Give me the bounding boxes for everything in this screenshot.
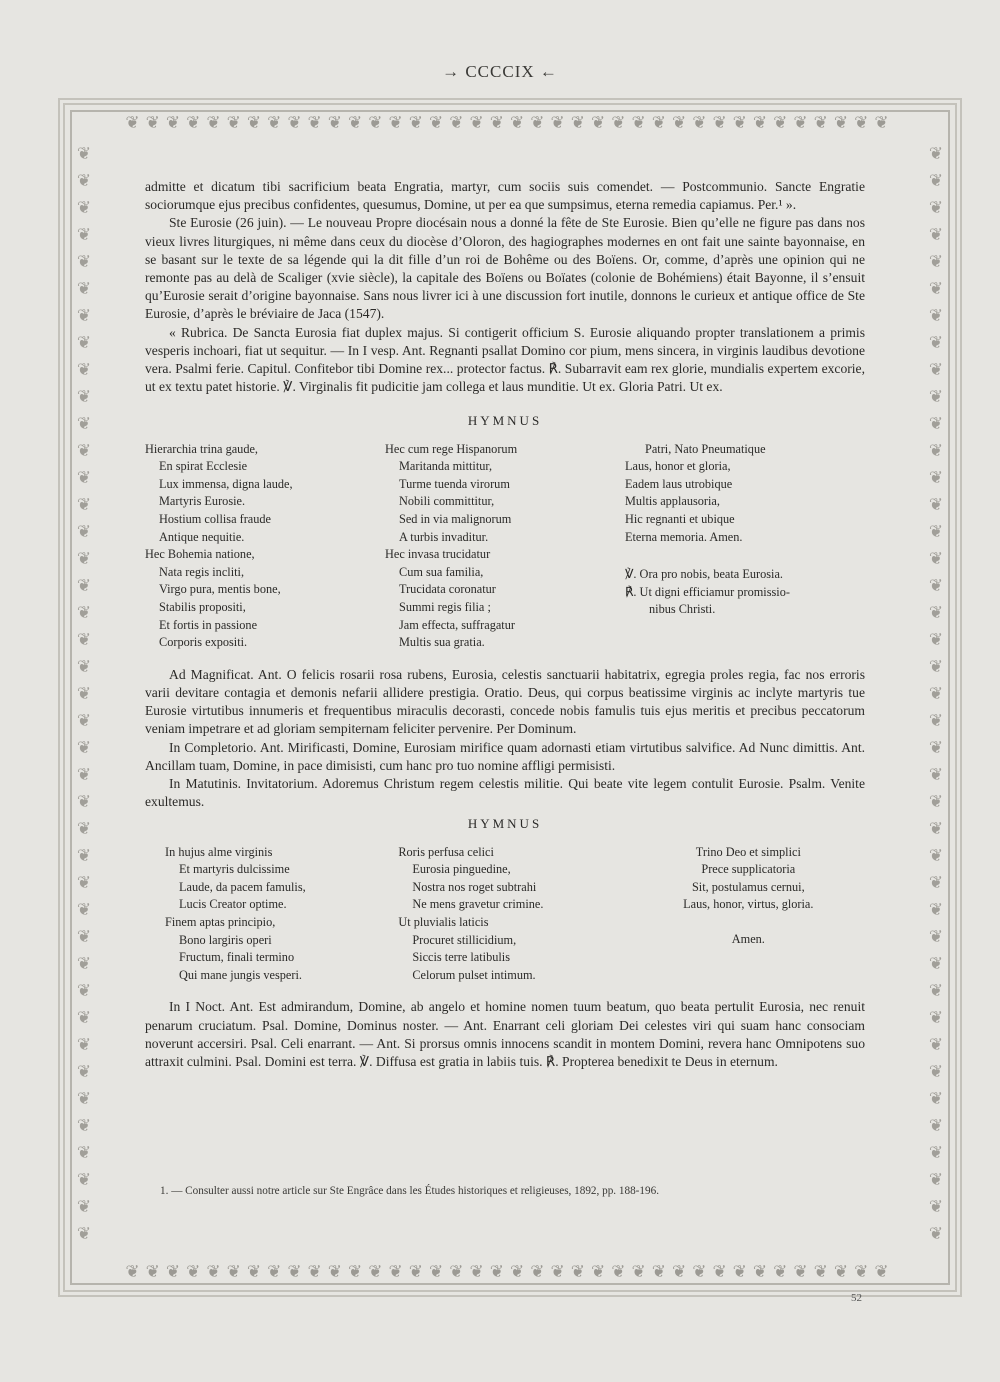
main-text	[145, 178, 865, 1071]
right-arrow-ornament: ←	[539, 62, 558, 81]
verse-line: Qui mane jungis vesperi.	[179, 967, 302, 982]
versicle-block	[625, 566, 865, 619]
verse-line: Sit, postulamus cernui,	[691, 879, 805, 894]
paragraph-7: In I Noct. Ant. Est admirandum, Domine, ab angelo et homine nomen tuum beatum, quo beata pertulit Eurosia, nec renuit penarum cruciatum. Psal. Domine, Dominus noster. — Ant. Enarrant celi gloriam Dei celestes viri qui suam hanc consociam noverunt accersiri. Psal. Celi enarrant. — Ant. Si prorsus omnis innocens scandit in montem Domini, revera hanc Omnipotens suo attraxit culmini. Psal. Domini est terra. ℣. Diffusa est gratia in labiis tuis. ℟. Propterea benedixit te Deus in eternum.	[145, 999, 865, 1069]
verse-line: Turme tuenda virorum	[399, 476, 510, 491]
bottom-ornament-border: ❦❦❦❦❦❦❦❦❦❦❦❦❦❦❦❦❦❦❦❦❦❦❦❦❦❦❦❦❦❦❦❦❦❦❦❦❦❦	[125, 1262, 895, 1281]
response-line: nibus Christi.	[649, 602, 716, 617]
verse-line: Siccis terre latibulis	[412, 950, 510, 965]
verse-line: Ne mens gravetur crimine.	[412, 897, 544, 912]
verse-line: Hec invasa trucidatur	[385, 547, 491, 562]
hymn-1-columns	[145, 441, 865, 652]
verse-line: Laude, da pacem famulis,	[179, 879, 306, 894]
verse-line: Nobili committitur,	[399, 494, 495, 509]
paragraph-2: Ste Eurosie (26 juin). — Le nouveau Propre diocésain nous a donné la fête de Ste Eurosie. Bien qu’elle ne figure pas dans nos vieux livres liturgiques, ni même dans ceux du diocèse d’Oloron, des hagiographes modernes en ont fait une sainte bayonnaise, en se basant sur le texte de sa légende qui la dit fille d’un roi de Bohême ou des Boïens. Or, comme, d’après une opinion qui ne remonte pas au delà de Scaliger (xvie siècle), la capitale des Boïens ou Boïates (colonie de Bohémiens) était Bayonne, il s’ensuit qu’Eurosie serait d’origine bayonnaise. Sans nous livrer ici à une discussion fort inutile, donnons le curieux et antique office de Ste Eurosie, d’après le bréviaire de Jaca (1547).	[145, 215, 865, 322]
page-header	[0, 62, 1000, 82]
verse-line: Ut pluvialis laticis	[398, 914, 489, 929]
verse-line: Multis applausoria,	[625, 494, 720, 509]
top-ornament-border: ❦❦❦❦❦❦❦❦❦❦❦❦❦❦❦❦❦❦❦❦❦❦❦❦❦❦❦❦❦❦❦❦❦❦❦❦❦❦	[125, 113, 895, 132]
page-roman-numeral: CCCCIX	[465, 62, 535, 81]
page-number: 52	[851, 1292, 862, 1304]
verse-line: Trucidata coronatur	[399, 582, 496, 597]
verse-line: Laus, honor et gloria,	[625, 459, 731, 474]
verse-line: Antique nequitie.	[159, 529, 245, 544]
verse-line: Corporis expositi.	[159, 635, 248, 650]
verse-line: Roris perfusa celici	[398, 844, 494, 859]
verse-line: Et martyris dulcissime	[179, 862, 290, 877]
verse-line: Hec cum rege Hispanorum	[385, 441, 518, 456]
verse-line: Stabilis propositi,	[159, 599, 246, 614]
verse-line: Nata regis incliti,	[159, 564, 245, 579]
hymn-2-col-3	[632, 844, 865, 985]
verse-line: Summi regis filia ;	[399, 599, 491, 614]
verse-line: Et fortis in passione	[159, 617, 258, 632]
paragraph-3: « Rubrica. De Sancta Eurosia fiat duplex majus. Si contigerit officium S. Eurosie aliquando propter translationem a primis vesperis inchoari, fiat ut sequitur. — In I vesp. Ant. Regnanti psallat Domino cor pium, mens sincera, in virginis laudibus devotione vera. Psalmi ferie. Capitul. Confitebor tibi Domine rex... protector factus. ℟. Subarravit eam rex glorie, mundialis expertem excorie, ut ex textu patet historie. ℣. Virginalis fit pudicitie jam collega et laus munditie. Ut ex. Gloria Patri. Ut ex.	[145, 324, 865, 395]
hymn-2-columns	[145, 844, 865, 985]
verse-line: Trino Deo et simplici	[695, 844, 801, 859]
left-arrow-ornament: →	[442, 62, 461, 81]
hymn-2-col-2	[398, 844, 631, 985]
verse-line: Lux immensa, digna laude,	[159, 476, 293, 491]
paragraph-1: admitte et dicatum tibi sacrificium beata Engratia, martyr, cum sociis suis comendet. — Postcommunio. Sancte Engratie sociorumque ejus precibus confidentes, quesumus, Domine, ut per ea que sumpsimus, eterna remedia capiamus. Per.¹ ».	[145, 179, 865, 213]
hymn-1-col-1	[145, 441, 385, 652]
verse-line: Nostra nos roget subtrahi	[412, 879, 537, 894]
verse-line: Laus, honor, virtus, gloria.	[683, 897, 814, 912]
verse-line: Finem aptas principio,	[165, 914, 276, 929]
versicle-line: ℣. Ora pro nobis, beata Eurosia.	[625, 567, 783, 582]
verse-line: Eurosia pinguedine,	[412, 862, 511, 877]
hymn-2-col-1	[145, 844, 398, 985]
verse-line: Hostium collisa fraude	[159, 512, 272, 527]
verse-line: Hec Bohemia natione,	[145, 547, 255, 562]
verse-line: Celorum pulset intimum.	[412, 967, 536, 982]
verse-line: Martyris Eurosie.	[159, 494, 246, 509]
hymn-1-col-3	[625, 441, 865, 652]
verse-line: Hic regnanti et ubique	[625, 512, 735, 527]
verse-line: Eterna memoria. Amen.	[625, 529, 743, 544]
verse-line: Maritanda mittitur,	[399, 459, 493, 474]
verse-line: Hierarchia trina gaude,	[145, 441, 259, 456]
verse-line: Amen.	[731, 931, 765, 946]
paragraph-6: In Matutinis. Invitatorium. Adoremus Christum regem celestis militie. Qui beate vite legem contulit Eurosie. Psalm. Venite exultemus.	[145, 775, 865, 810]
hymn-1-col-2	[385, 441, 625, 652]
left-ornament-border: ❦❦❦❦❦❦❦❦❦❦❦❦❦❦❦❦❦❦❦❦❦❦❦❦❦❦❦❦❦❦❦❦❦❦❦❦❦❦❦❦❦	[76, 144, 92, 1243]
verse-line: Patri, Nato Pneumatique	[645, 441, 766, 456]
verse-line: Lucis Creator optime.	[179, 897, 287, 912]
verse-line: Jam effecta, suffragatur	[399, 617, 515, 632]
verse-line: Sed in via malignorum	[399, 512, 512, 527]
verse-line: Procuret stillicidium,	[412, 932, 517, 947]
footnote: 1. — Consulter aussi notre article sur Ste Engrâce dans les Études historiques et religieuses, 1892, pp. 188-196.	[160, 1185, 659, 1197]
paragraph-5: In Completorio. Ant. Mirificasti, Domine, Eurosiam mirifice quam adornasti etiam virtutibus salvifice. Ad Nunc dimittis. Ant. Ancillam tuam, Domine, in pace dimisisti, cum hanc pro tuo nomine affligi permisisti.	[145, 739, 865, 773]
verse-line: Eadem laus utrobique	[625, 476, 733, 491]
verse-line: Multis sua gratia.	[399, 635, 485, 650]
right-ornament-border: ❦❦❦❦❦❦❦❦❦❦❦❦❦❦❦❦❦❦❦❦❦❦❦❦❦❦❦❦❦❦❦❦❦❦❦❦❦❦❦❦❦	[928, 144, 944, 1243]
verse-line: Fructum, finali termino	[179, 950, 295, 965]
verse-line: Virgo pura, mentis bone,	[159, 582, 281, 597]
verse-spacer	[632, 914, 865, 931]
verse-line: Bono largiris operi	[179, 932, 272, 947]
verse-line: Prece supplicatoria	[701, 862, 796, 877]
verse-line: En spirat Ecclesie	[159, 459, 248, 474]
hymn-1-title: HYMNUS	[467, 413, 543, 429]
verse-line: Cum sua familia,	[399, 564, 484, 579]
paragraph-4: Ad Magnificat. Ant. O felicis rosarii rosa rubens, Eurosia, celestis sanctuarii habitatrix, egregia proles regia, fac nos erroris varii devitare contagia et demonis nefarii allidere prestigia. Oratio. Deus, qui corpus beatissime virginis ac inclyte martyris tue Eurosie virtutibus innumeris et frequentibus miraculis decorasti, concede nobis famulis tuis ejus meritis et precibus peccatorum veniam impetrare et ad gloriam sempiternam feliciter pervenire. Per Dominum.	[145, 666, 865, 737]
verse-line: A turbis invaditur.	[399, 529, 489, 544]
hymn-2-title: HYMNUS	[467, 816, 543, 832]
response-line: ℟. Ut digni efficiamur promissio-	[625, 584, 790, 599]
verse-line: In hujus alme virginis	[165, 844, 273, 859]
